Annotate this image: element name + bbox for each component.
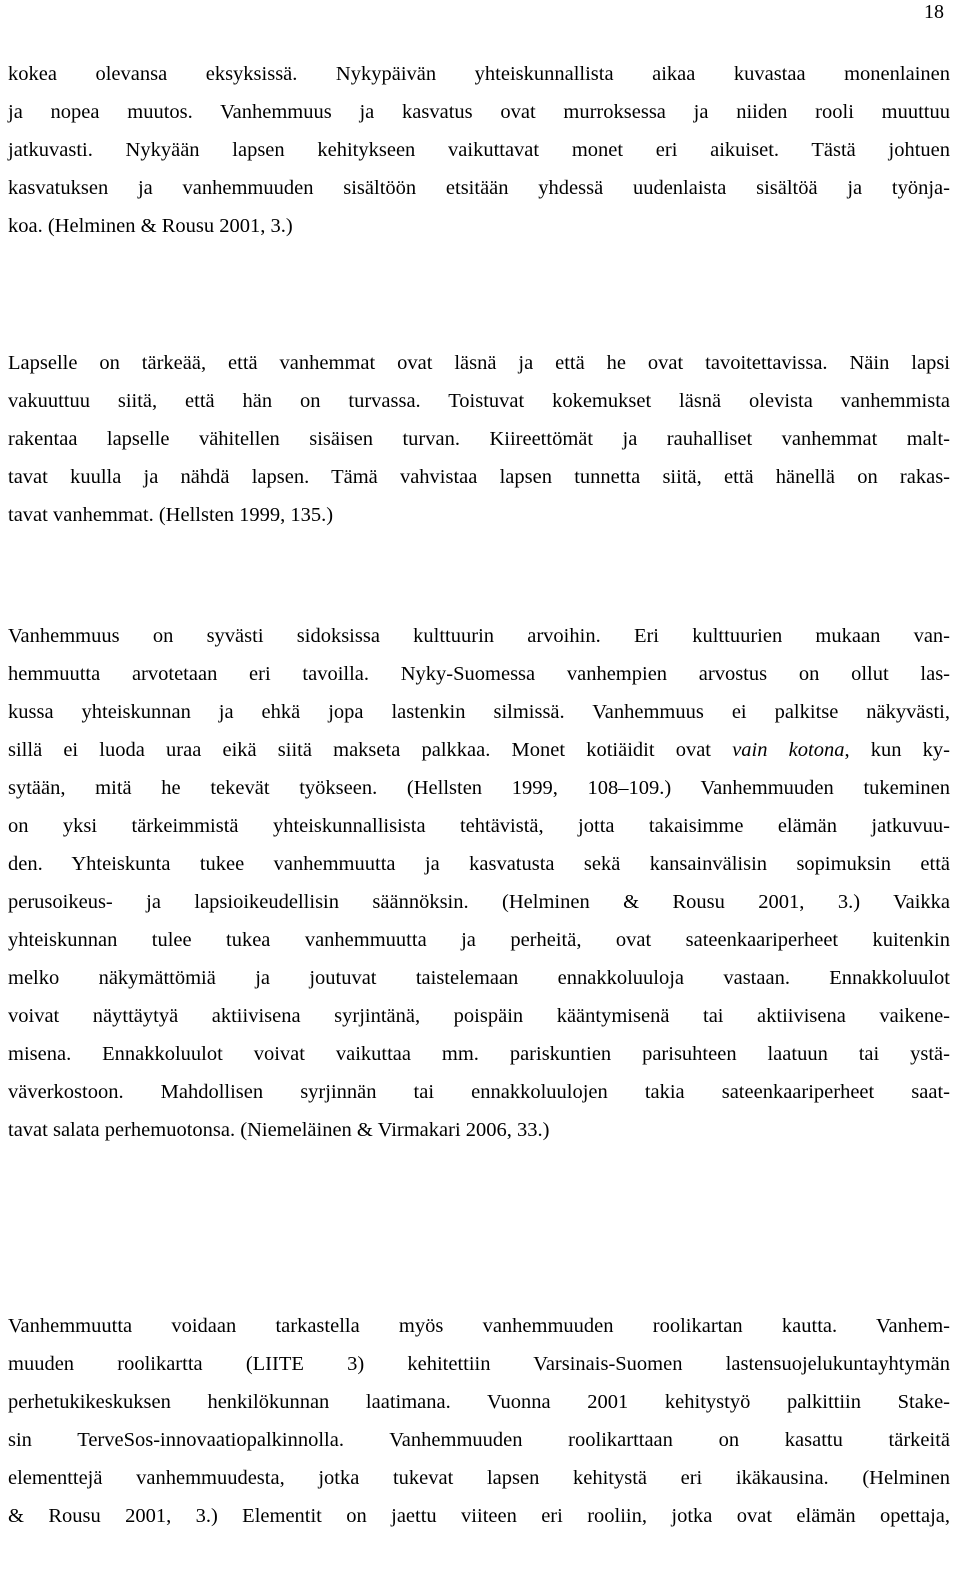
text-line: tavat kuulla ja nähdä lapsen. Tämä vahvistaa lapsen tunnetta siitä, että hänellä on rakas- bbox=[8, 466, 950, 488]
text-line: perhetukikeskuksen henkilökunnan laatimana. Vuonna 2001 kehitystyö palkittiin Stake- bbox=[8, 1391, 950, 1413]
text-segment: , kun ky- bbox=[844, 739, 951, 761]
text-line: kasvatuksen ja vanhemmuuden sisältöön etsitään yhdessä uudenlaista sisältöä ja työnja- bbox=[8, 177, 950, 199]
text-line: misena. Ennakkoluulot voivat vaikuttaa mm. pariskuntien parisuhteen laatuun tai ystä- bbox=[8, 1043, 950, 1065]
text-line: & Rousu 2001, 3.) Elementit on jaettu viiteen eri rooliin, jotka ovat elämän opettaja, bbox=[8, 1505, 950, 1527]
text-line: ja nopea muutos. Vanhemmuus ja kasvatus ovat murroksessa ja niiden rooli muuttuu bbox=[8, 101, 950, 123]
text-line: väverkostoon. Mahdollisen syrjinnän tai ennakkoluulojen takia sateenkaariperheet saat- bbox=[8, 1081, 950, 1103]
text-line: voivat näyttäytyä aktiivisena syrjintänä, poispäin kääntymisenä tai aktiivisena vaikene- bbox=[8, 1005, 950, 1027]
text-line: tavat salata perhemuotonsa. (Niemeläinen & Virmakari 2006, 33.) bbox=[8, 1119, 550, 1141]
paragraph-2 bbox=[8, 344, 950, 534]
text-line: vakuuttuu siitä, että hän on turvassa. Toistuvat kokemukset läsnä olevista vanhemmista bbox=[8, 390, 950, 412]
text-line: jatkuvasti. Nykyään lapsen kehitykseen vaikuttavat monet eri aikuiset. Tästä johtuen bbox=[8, 139, 950, 161]
text-line: kussa yhteiskunnan ja ehkä jopa lastenkin silmissä. Vanhemmuus ei palkitse näkyvästi, bbox=[8, 701, 950, 723]
text-line: elementtejä vanhemmuudesta, jotka tukevat lapsen kehitystä eri ikäkausina. (Helminen bbox=[8, 1467, 950, 1489]
text-line: yhteiskunnan tulee tukea vanhemmuutta ja perheitä, ovat sateenkaariperheet kuitenkin bbox=[8, 929, 950, 951]
text-line: melko näkymättömiä ja joutuvat taistelemaan ennakkoluuloja vastaan. Ennakkoluulot bbox=[8, 967, 950, 989]
paragraph-1 bbox=[8, 55, 950, 245]
text-line: sytään, mitä he tekevät työkseen. (Hellsten 1999, 108–109.) Vanhemmuuden tukeminen bbox=[8, 777, 950, 799]
text-line: perusoikeus- ja lapsioikeudellisin säännöksin. (Helminen & Rousu 2001, 3.) Vaikka bbox=[8, 891, 950, 913]
text-line: koa. (Helminen & Rousu 2001, 3.) bbox=[8, 215, 293, 237]
text-line-with-emphasis bbox=[8, 731, 950, 769]
text-line: on yksi tärkeimmistä yhteiskunnallisista tehtävistä, jotta takaisimme elämän jatkuvuu- bbox=[8, 815, 950, 837]
text-line: den. Yhteiskunta tukee vanhemmuutta ja kasvatusta sekä kansainvälisin sopimuksin että bbox=[8, 853, 950, 875]
page-number: 18 bbox=[924, 1, 944, 23]
emphasis-text: vain kotona bbox=[732, 739, 845, 761]
paragraph-4 bbox=[8, 1307, 950, 1535]
text-line: tavat vanhemmat. (Hellsten 1999, 135.) bbox=[8, 504, 334, 526]
text-line: Lapselle on tärkeää, että vanhemmat ovat läsnä ja että he ovat tavoitettavissa. Näin lapsi bbox=[8, 352, 950, 374]
text-line: sin TerveSos-innovaatiopalkinnolla. Vanhemmuuden roolikarttaan on kasattu tärkeitä bbox=[8, 1429, 950, 1451]
text-line: Vanhemmuus on syvästi sidoksissa kulttuurin arvoihin. Eri kulttuurien mukaan van- bbox=[8, 625, 950, 647]
text-line: rakentaa lapselle vähitellen sisäisen turvan. Kiireettömät ja rauhalliset vanhemmat malt- bbox=[8, 428, 950, 450]
text-line: kokea olevansa eksyksissä. Nykypäivän yhteiskunnallista aikaa kuvastaa monenlainen bbox=[8, 63, 950, 85]
text-segment: sillä ei luoda uraa eikä siitä makseta palkkaa. Monet kotiäidit ovat bbox=[8, 739, 733, 761]
paragraph-3 bbox=[8, 617, 950, 1149]
text-line: Vanhemmuutta voidaan tarkastella myös vanhemmuuden roolikartan kautta. Vanhem- bbox=[8, 1315, 950, 1337]
text-line: muuden roolikartta (LIITE 3) kehitettiin Varsinais-Suomen lastensuojelukuntayhtymän bbox=[8, 1353, 950, 1375]
text-line: hemmuutta arvotetaan eri tavoilla. Nyky-Suomessa vanhempien arvostus on ollut las- bbox=[8, 663, 950, 685]
